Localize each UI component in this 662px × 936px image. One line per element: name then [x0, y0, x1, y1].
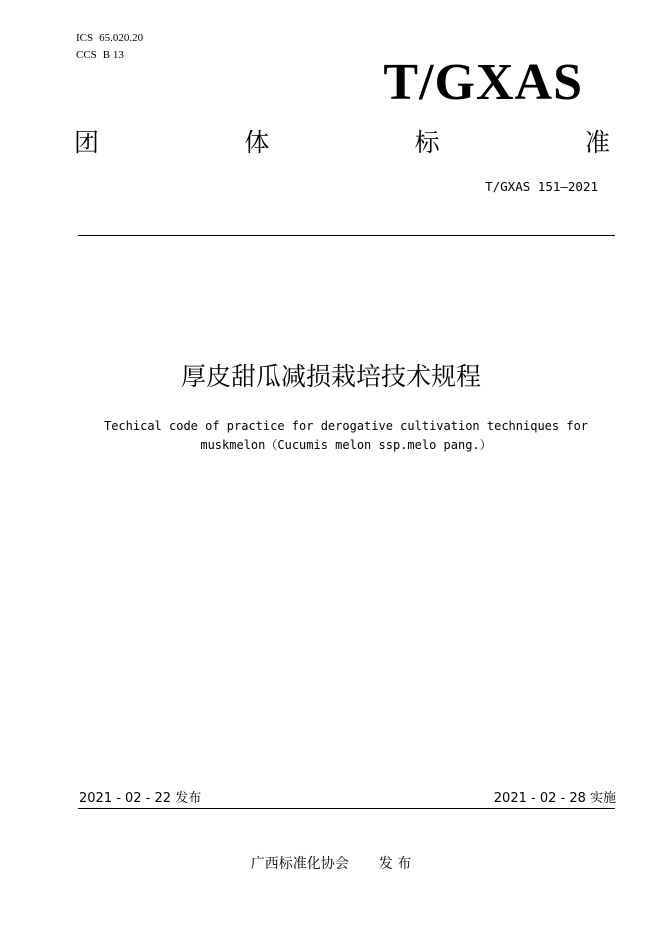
document-title-chinese: 厚皮甜瓜减损栽培技术规程 — [180, 362, 481, 391]
publisher-name: 广西标准化协会 — [250, 856, 349, 872]
ccs-value: B 13 — [102, 49, 124, 61]
publisher-line — [0, 855, 662, 873]
ics-code — [76, 32, 143, 45]
ics-label: ICS — [76, 32, 94, 44]
english-title-line-1: Techical code of practice for derogative cultivation techniques for — [103, 419, 589, 433]
ics-value: 65.020.20 — [99, 32, 144, 44]
bottom-divider — [78, 808, 615, 809]
implementation-date: 2021 - 02 - 28 实施 — [493, 791, 616, 806]
ccs-code — [76, 49, 124, 62]
standard-type-char-2: 体 — [244, 128, 270, 157]
standard-type-char-4: 准 — [584, 128, 610, 157]
organization-logo-text: T/GXAS — [383, 54, 583, 111]
english-title-line-2: muskmelon（Cucumis melon ssp.melo pang.） — [200, 438, 492, 452]
ccs-label: CCS — [76, 49, 97, 61]
issue-date: 2021 - 02 - 22 发布 — [79, 791, 202, 806]
standard-type-char-3: 标 — [414, 128, 440, 157]
standard-type-heading — [74, 128, 610, 158]
standard-number: T/GXAS 151—2021 — [485, 179, 598, 194]
document-title-english — [70, 417, 622, 455]
standard-type-char-1: 团 — [74, 128, 100, 157]
top-divider — [78, 235, 615, 236]
publish-action: 发 布 — [378, 856, 412, 872]
